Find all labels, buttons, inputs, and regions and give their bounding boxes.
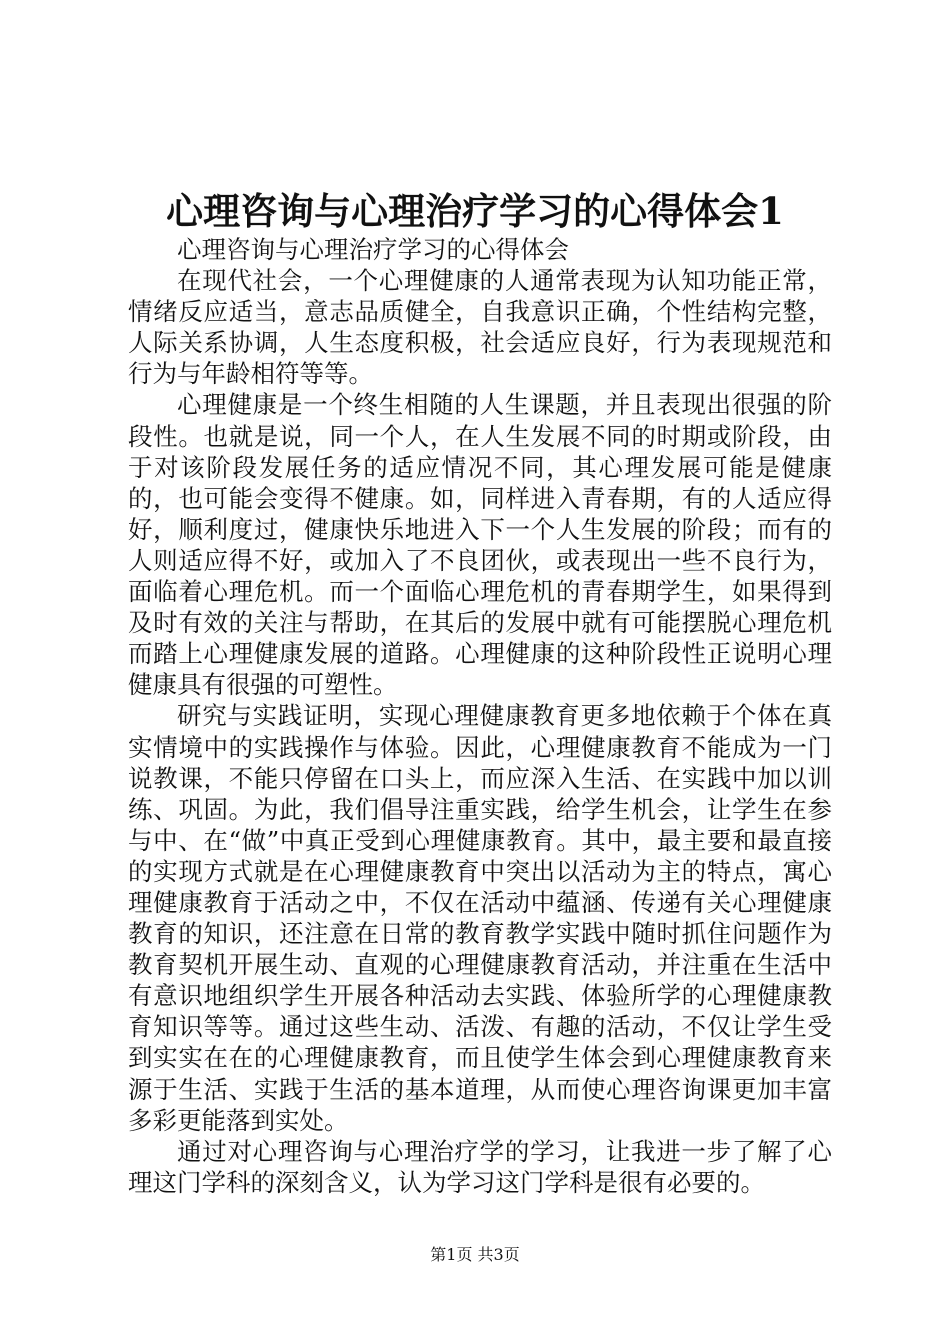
paragraph-4: 通过对心理咨询与心理治疗学的学习，让我进一步了解了心理这门学科的深刻含义，认为学习这门学科是很有必要的。 <box>128 1136 832 1197</box>
document-title: 心理咨询与心理治疗学习的心得体会1 <box>166 189 784 233</box>
paragraph-2: 心理健康是一个终生相随的人生课题，并且表现出很强的阶段性。也就是说，同一个人，在人生发展不同的时期或阶段，由于对该阶段发展任务的适应情况不同，其心理发展可能是健康的，也可能会变得不健康。如，同样进入青春期，有的人适应得好，顺利度过，健康快乐地进入下一个人生发展的阶段；而有的人则适应得不好，或加入了不良团伙，或表现出一些不良行为，面临着心理危机。而一个面临心理危机的青春期学生，如果得到及时有效的关注与帮助，在其后的发展中就有可能摆脱心理危机而踏上心理健康发展的道路。心理健康的这种阶段性正说明心理健康具有很强的可塑性。 <box>128 390 832 700</box>
document-body <box>128 234 832 1198</box>
paragraph-3: 研究与实践证明，实现心理健康教育更多地依赖于个体在真实情境中的实践操作与体验。因此，心理健康教育不能成为一门说教课，不能只停留在口头上，而应深入生活、在实践中加以训练、巩固。为此，我们倡导注重实践，给学生机会，让学生在参与中、在“做”中真正受到心理健康教育。其中，最主要和最直接的实现方式就是在心理健康教育中突出以活动为主的特点，寓心理健康教育于活动之中，不仅在活动中蕴涵、传递有关心理健康教育的知识，还注意在日常的教育教学实践中随时抓住问题作为教育契机开展生动、直观的心理健康教育活动，并注重在生活中有意识地组织学生开展各种活动去实践、体验所学的心理健康教育知识等等。通过这些生动、活泼、有趣的活动，不仅让学生受到实实在在的心理健康教育，而且使学生体会到心理健康教育来源于生活、实践于生活的基本道理，从而使心理咨询课更加丰富多彩更能落到实处。 <box>128 701 832 1135</box>
paragraph-subtitle: 心理咨询与心理治疗学习的心得体会 <box>177 235 569 264</box>
page-footer: 第1页 共3页 <box>430 1245 520 1264</box>
paragraph-1: 在现代社会，一个心理健康的人通常表现为认知功能正常，情绪反应适当，意志品质健全，自我意识正确，个性结构完整，人际关系协调，人生态度积极，社会适应良好，行为表现规范和行为与年龄相符等等。 <box>128 266 832 389</box>
